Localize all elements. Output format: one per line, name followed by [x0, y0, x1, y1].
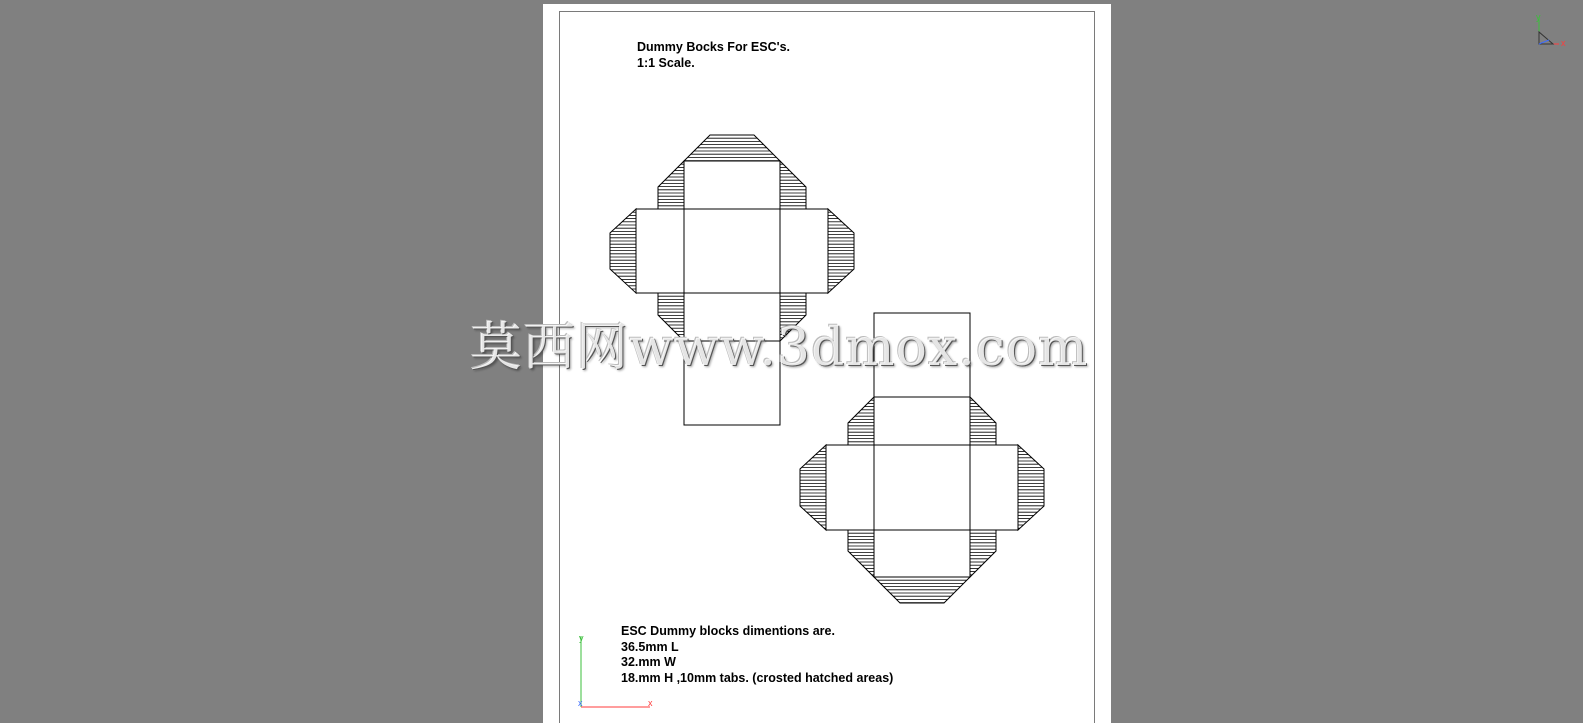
tab-top-right-hatch [780, 164, 806, 209]
panel-center [684, 209, 780, 293]
panel-center [874, 445, 970, 530]
tab-right-hatch [1018, 448, 1044, 528]
tab-bot-left [848, 530, 874, 577]
tab-bot-left-hatch [848, 533, 874, 575]
dimension-line-2: 36.5mm L [621, 639, 679, 654]
tab-bottom-hatch [877, 580, 967, 602]
title-line-1: Dummy Bocks For ESC's. [637, 40, 791, 54]
tab-left-hatch [610, 212, 636, 289]
title-note [637, 40, 790, 71]
tab-top-left-hatch [658, 164, 684, 209]
tab-bot-right [970, 530, 996, 577]
tab-top-left [658, 161, 684, 209]
ucs-paper-x-label: x [1561, 38, 1566, 48]
tab-top-left [848, 397, 874, 445]
box-net-1 [610, 135, 854, 425]
ucs-paper-y-label: y [1536, 12, 1541, 22]
panel-bottom [874, 530, 970, 577]
dimension-line-4: 18.mm H ,10mm tabs. (crosted hatched areas) [621, 670, 894, 685]
ucs-origin-label: x [578, 698, 583, 708]
tab-bot-right-hatch [970, 533, 996, 575]
dimensions-note [621, 624, 893, 686]
tab-top-right-hatch [970, 400, 996, 445]
title-line-2: 1:1 Scale. [637, 55, 695, 70]
dimension-line-3: 32.mm W [621, 655, 676, 669]
tab-top-left-hatch [848, 400, 874, 445]
ucs-y-label: y [579, 633, 584, 643]
panel-left [636, 209, 684, 293]
panel-right [780, 209, 828, 293]
ucs-x-label-model: x [648, 698, 653, 708]
dimension-line-1: ESC Dummy blocks dimentions are. [621, 624, 835, 638]
panel-top [874, 397, 970, 445]
panel-left [826, 445, 874, 530]
tab-top-hatch [684, 138, 779, 160]
tab-left-hatch [800, 448, 826, 528]
panel-right [970, 445, 1018, 530]
tab-top-right [780, 161, 806, 209]
tab-right-hatch [828, 212, 854, 289]
ucs-icon-paper [1536, 12, 1566, 48]
panel-top [684, 161, 780, 209]
watermark: 莫西网www.3dmox.com [470, 318, 1089, 378]
tab-top-right [970, 397, 996, 445]
